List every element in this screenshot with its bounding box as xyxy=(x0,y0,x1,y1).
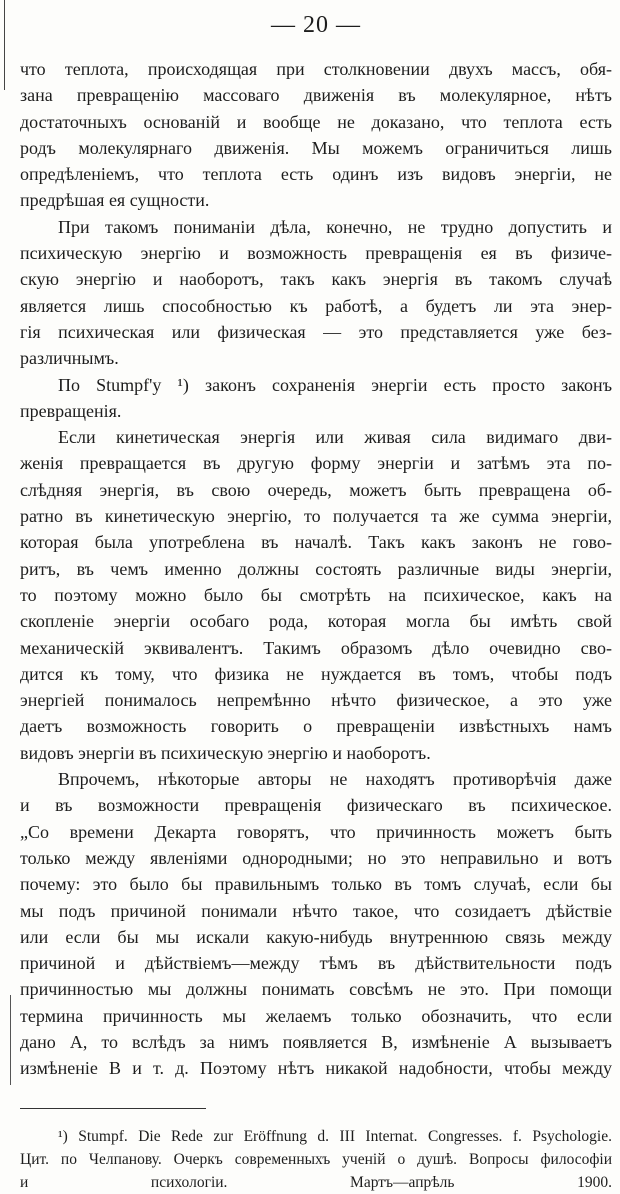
text-line: достаточныхъ основаній и вообще не доказано, что теплота есть xyxy=(20,111,612,132)
footnote-line: ¹) Stumpf. Die Rede zur Eröffnung d. III Internat. Congresses. f. Psychologie. xyxy=(58,1127,612,1145)
text-line: измѣненіе В и т. д. Поэтому нѣтъ никакой надобности, чтобы между xyxy=(20,1058,612,1079)
text-line: превращенія. xyxy=(20,400,122,421)
page-edge-mark xyxy=(4,0,5,90)
footnote-line: Цит. по Челпанову. Очеркъ современныхъ ученій о душѣ. Вопросы философіи xyxy=(20,1150,612,1168)
text-line: даетъ возможность говорить о превращеніи извѣстныхъ намъ xyxy=(20,716,612,737)
text-line: скопленіе энергіи особаго рода, которая могла бы имѣть свой xyxy=(20,611,612,632)
text-line: причиной и дѣйствіемъ—между тѣмъ въ дѣйствительности подъ xyxy=(20,953,612,974)
text-line: то поэтому можно было бы смотрѣть на психическое, какъ на xyxy=(20,584,612,605)
text-line: и въ возможности превращенія физическаго въ психическое. xyxy=(20,795,612,816)
footnote-line: и психологіи. Мартъ—апрѣль 1900. xyxy=(20,1173,612,1191)
text-line: опредѣленіемъ, что теплота есть одинъ изъ видовъ энергіи, не xyxy=(20,164,612,185)
text-line: которая была употреблена въ началѣ. Такъ какъ законъ не гово- xyxy=(20,532,612,553)
text-line: энергіей понималось непремѣнно нѣчто физическое, а это уже xyxy=(20,690,612,711)
text-line: почему: это было бы правильнымъ только въ томъ случаѣ, если бы xyxy=(20,874,612,895)
text-line: только между явленіями однородными; но это неправильно и вотъ xyxy=(20,847,612,868)
text-line: является лишь способностью къ работѣ, а будетъ ли эта энер- xyxy=(20,295,612,316)
text-line: слѣдняя энергія, въ свою очередь, можетъ быть превращена об- xyxy=(20,479,612,500)
text-line: причинностью мы должны понимать совсѣмъ не это. При помощи xyxy=(20,979,612,1000)
text-line: различнымъ. xyxy=(20,348,119,369)
text-line: зана превращенію массоваго движенія въ молекулярное, нѣтъ xyxy=(20,85,612,106)
text-line: термина причинность мы желаемъ только обозначить, что если xyxy=(20,1005,612,1026)
text-line: что теплота, происходящая при столкновении двухъ массъ, обя- xyxy=(20,59,612,79)
text-line: При такомъ пониманіи дѣла, конечно, не трудно допустить и xyxy=(58,216,612,237)
text-line: мы подъ причиной понимали нѣчто такое, что созидаетъ дѣйствіе xyxy=(20,900,612,921)
text-line: ратно въ кинетическую энергію, то получается та же сумма энергіи, xyxy=(20,506,612,527)
margin-bracket-mark xyxy=(10,995,17,1085)
text-line: женія превращается въ другую форму энергіи и затѣмъ эта по- xyxy=(20,453,612,474)
text-line: гія психическая или физическая — это представляется уже без- xyxy=(20,321,612,342)
text-line: ритъ, въ чемъ именно должны состоять различные виды энергіи, xyxy=(20,558,612,579)
page-body-text xyxy=(20,56,612,1082)
text-line: предрѣшая ея сущности. xyxy=(20,190,210,211)
text-line: Впрочемъ, нѣкоторые авторы не находятъ противорѣчія даже xyxy=(58,769,612,790)
text-line: дится къ тому, что физика не нуждается въ томъ, чтобы подъ xyxy=(20,663,612,684)
footnote xyxy=(20,1125,612,1194)
text-line: По Stumpf'у ¹) законъ сохраненія энергіи есть просто законъ xyxy=(58,374,612,395)
footnote-separator xyxy=(20,1108,206,1109)
text-line: механическій эквивалентъ. Такимъ образомъ дѣло очевидно сво- xyxy=(20,637,612,658)
text-line: Если кинетическая энергія или живая сила видимаго дви- xyxy=(58,427,612,448)
text-line: „Со времени Декарта говорятъ, что причинность можетъ быть xyxy=(20,821,612,842)
book-page xyxy=(20,8,612,1194)
page-number: — 20 — xyxy=(271,12,361,38)
text-line: скую энергію и наоборотъ, такъ какъ энергія въ такомъ случаѣ xyxy=(20,269,612,290)
text-line: психическую энергію и возможность превращенія ея въ физиче- xyxy=(20,243,612,264)
text-line: дано А, то вслѣдъ за нимъ появляется В, измѣненіе А вызываетъ xyxy=(20,1031,612,1052)
text-line: или если бы мы искали какую-нибудь внутреннюю связь между xyxy=(20,926,612,947)
text-line: видовъ энергіи въ психическую энергію и наоборотъ. xyxy=(20,742,431,763)
text-line: родъ молекулярнаго движенія. Мы можемъ ограничиться лишь xyxy=(20,137,612,158)
